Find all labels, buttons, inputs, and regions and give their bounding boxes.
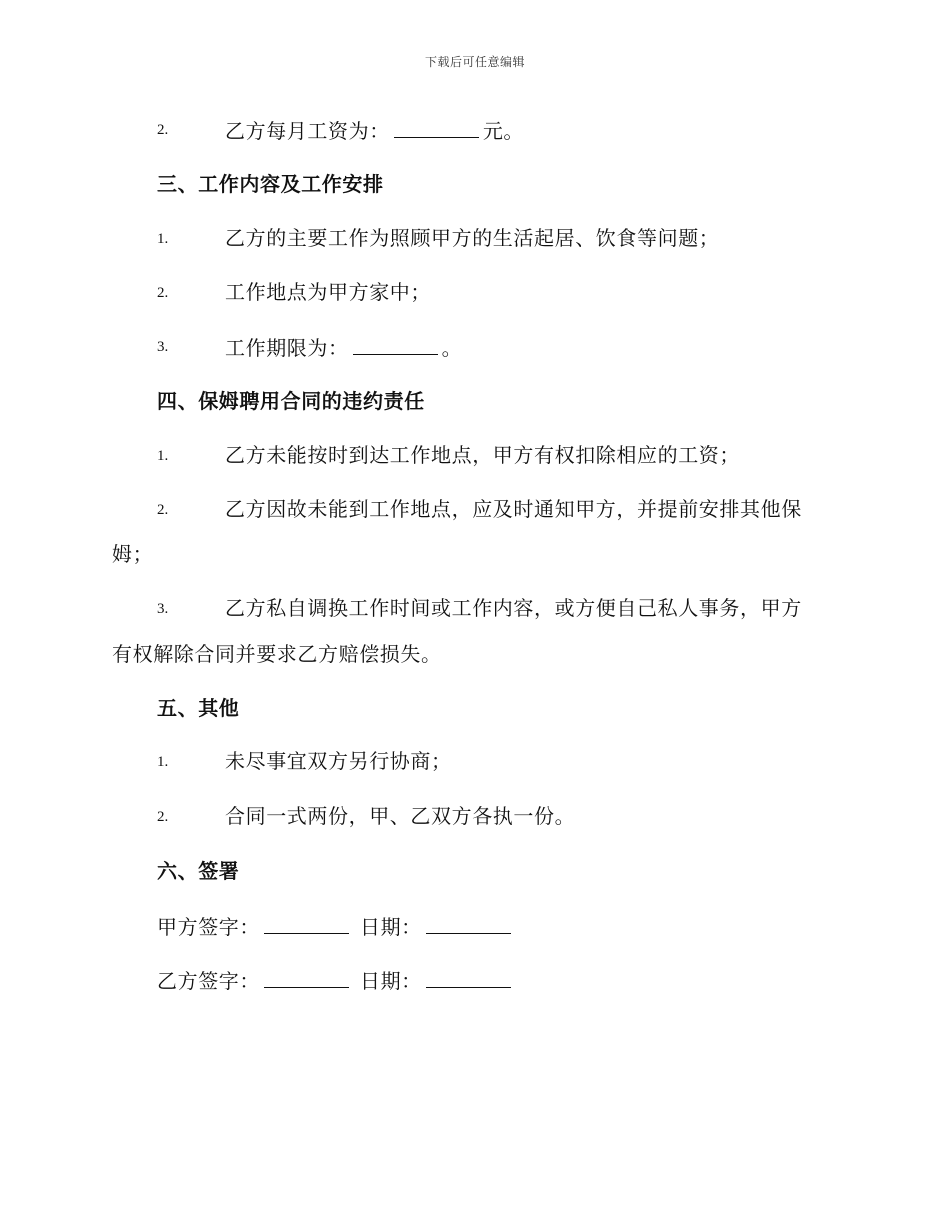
date-label: 日期： <box>359 969 422 993</box>
list-item-line1: 乙方因故未能到工作地点，应及时通知甲方，并提前安排其他保 <box>225 497 802 521</box>
salary-suffix: 元。 <box>482 119 525 143</box>
section-heading-signing: 六、签署 <box>157 859 240 883</box>
list-item: 未尽事宜双方另行协商； <box>225 749 452 773</box>
item-number: 3. <box>157 601 169 617</box>
salary-blank <box>394 117 479 138</box>
work-period-suffix: 。 <box>441 336 463 360</box>
party-b-signature-line <box>157 967 515 993</box>
party-b-signature-blank <box>264 967 349 988</box>
work-period-line <box>225 334 462 360</box>
list-item-line1: 乙方私自调换工作时间或工作内容，或方便自己私人事务，甲方 <box>225 596 802 620</box>
item-number: 2. <box>157 502 169 518</box>
salary-line <box>225 117 524 143</box>
page-header-note: 下载后可任意编辑 <box>424 55 525 69</box>
list-item-line2: 姆； <box>112 542 154 566</box>
party-a-signature-blank <box>264 913 349 934</box>
section-heading-breach: 四、保姆聘用合同的违约责任 <box>157 389 425 413</box>
item-number: 2. <box>157 122 169 138</box>
work-period-prefix: 工作期限为： <box>225 336 349 360</box>
party-b-date-blank <box>426 967 511 988</box>
item-number: 1. <box>157 754 169 770</box>
item-number: 1. <box>157 448 169 464</box>
work-period-blank <box>353 334 438 355</box>
item-number: 2. <box>157 809 169 825</box>
item-number: 2. <box>157 285 169 301</box>
section-heading-other: 五、其他 <box>157 696 240 720</box>
list-item: 乙方的主要工作为照顾甲方的生活起居、饮食等问题； <box>225 226 720 250</box>
date-label: 日期： <box>359 915 422 939</box>
list-item: 合同一式两份，甲、乙双方各执一份。 <box>225 804 576 828</box>
item-number: 3. <box>157 339 169 355</box>
party-b-label: 乙方签字： <box>157 969 260 993</box>
list-item: 工作地点为甲方家中； <box>225 280 431 304</box>
list-item: 乙方未能按时到达工作地点，甲方有权扣除相应的工资； <box>225 443 740 467</box>
salary-prefix: 乙方每月工资为： <box>225 119 390 143</box>
section-heading-work-content: 三、工作内容及工作安排 <box>157 172 384 196</box>
party-a-signature-line <box>157 913 515 939</box>
item-number: 1. <box>157 231 169 247</box>
list-item-line2: 有权解除合同并要求乙方赔偿损失。 <box>112 642 442 666</box>
party-a-date-blank <box>426 913 511 934</box>
party-a-label: 甲方签字： <box>157 915 260 939</box>
